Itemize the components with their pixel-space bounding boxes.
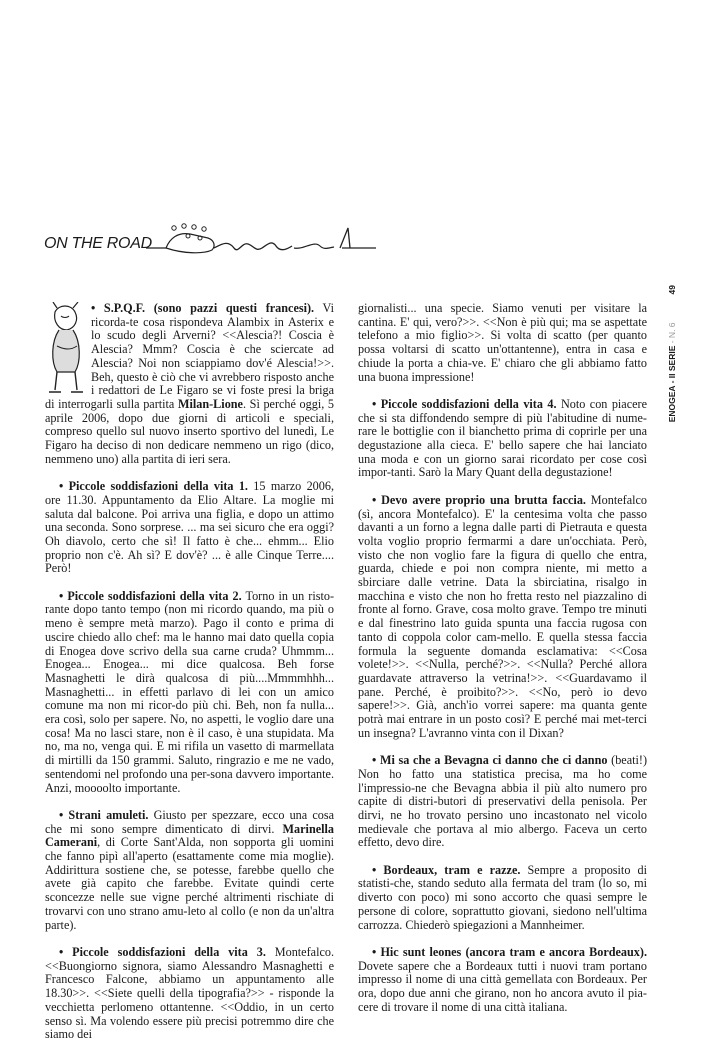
article-paragraph: • S.P.Q.F. (sono pazzi questi francesi). Vi ricorda-te cosa rispondeva Alambix in Asterix e lo scudo degli Arverni? <<Alescia?! Coscia è Alescia? Mmm? Coscia è che sciercate ad Alescia? Noi non sciappiamo dov'é Alescia!>>. Beh, questo è ciò che vi avrebbero risposto anche i redattori de Le Figaro se vi foste presi la briga di interrogarli sulla partita Milan-Lione. Sì perché oggi, 5 aprile 2006, dopo due giorni di articoli e speciali, compreso quello sul nuovo inserto sportivo del lunedì, Le Figaro ha deciso di non dedicare nemmeno un rigo (dico, nemmeno uno) alla partita di ieri sera. (45, 301, 334, 466)
caricature-icon (45, 302, 85, 394)
article-paragraph: • Piccole soddisfazioni della vita 1. 15 marzo 2006, ore 11.30. Appuntamento da Elio Altare. La moglie mi saluta dal balcone. Poi arriva una figlia, e dopo un attimo una seconda. Sono sorprese. ... ma sei sicuro che era oggi? Oh diavolo, certo che sì! Il fatto è che... ehmm... Elio proprio non c'è. Ah sì? E dov'è? ... è alle Cinque Terre.... Però! (45, 479, 335, 576)
sidebar-text (667, 285, 677, 505)
article-paragraph: giornalisti... una specie. Siamo venuti per visitare la cantina. E' qui, vero?>>. <<Non è più qui; ma se aspettate telefono a mio figlio>>. Si volta di scatto (per quanto possa voltarsi di scatto un'ottantenne), entra in casa e chiude la porta a chia-ve. E' chiaro che gli abbiamo fatto una buona impressione! (358, 301, 647, 384)
article-paragraph: • Hic sunt leones (ancora tram e ancora Bordeaux). Dovete sapere che a Bordeaux tutti i nuovi tram portano impresso il nome di una città gemellata con Bordeaux. Per ora, dopo due anni che girano, non ho ancora avuto il pia-cere di trovare il nome di una città italiana. (358, 944, 647, 1014)
article-paragraph: • Piccole soddisfazioni della vita 4. Noto con piacere che si sta diffondendo sempre di più l'abitudine di nume-rare le bottiglie con il bianchetto prima di coprirle per una degustazione alla cieca. E' bello sapere che hai lanciato una moda e con un giorno sarai ricordato per cose così impor-tanti. Sarò la Mary Quant della degustazione! (358, 396, 648, 480)
issue-number: - N. 6 (667, 322, 677, 346)
section-header (44, 218, 344, 262)
left-column (45, 302, 334, 1056)
article-paragraph: • Devo avere proprio una brutta faccia. Montefalco (sì, ancora Montefalco). E' la centesima volta che passo davanti a un forno a legna dalle parti di Pietrauta e questa volta voglio proprio fermarmi a dare un'occhiata. Però, visto che non voglio fare la figura di quello che entra, guarda, chiede e poi non compra niente, mi metto a sbirciare dalle vetrine. Data la sbirciatina, risalgo in macchina e visto che non ho fretta resto nel piazzalino di fronte al forno. Grave, cosa molto grave. Tempo tre minuti e dal finestrino lato guida spunta una faccia rugosa con tanto di coppola color cam-mello. E quella stessa faccia formula la seguente domanda esclamativa: <<Cosa volete!>>. <<Nulla, perché?>>. <<Nulla? Perché allora guardavate attraverso la vetrina!>>. <<Guardavamo il pane. Perché, è proibito?>>. <<No, però io devo sapere!>>. Già, anch'io vorrei sapere: ma quanta gente potrà mai entrare in un posto così? E perché mai met-terci un insegna? L'avranno vinta con il Dixan? (358, 492, 647, 740)
article-paragraph: • Mi sa che a Bevagna ci danno che ci danno (beati!) Non ho fatto una statistica precisa, ma ho come l'impressio-ne che Bevagna abbia il più alto numero pro capite di distri-butori di preservativi della penisola. Per dirvi, ne ho trovato persino uno incastonato nel vicolo medievale che portava al mio albergo. Faceva un certo effetto, devo dire. (358, 753, 647, 850)
article-paragraph: • Strani amuleti. Giusto per spezzare, ecco una cosa che mi sono sempre dimenticato di dirvi. Marinella Camerani, di Corte Sant'Alda, non sopporta gli uomini che fanno pipì all'aperto (esattamente come mia moglie). Addirittura sostiene che, se potesse, farebbe quello che avete già capito che farebbe. Evitate quindi certe sconcezze nelle sue vigne perché altrimenti rischiate di trovarvi con uno strano amu-leto al collo (e non da un'altra parte). (45, 807, 334, 932)
article-paragraph: • Piccole soddisfazioni della vita 2. Torno in un risto-rante dopo tanto tempo (non mi ricordo quando, ma più o meno è sempre metà marzo). Pago il conto e prima di uscire chiedo allo chef: ma le hanno mai dato quella copia di Enogea dove scrivo della sua carne cruda? Uhmmm... Enogea... Enogea... mi dice qualcosa. Beh forse Masnaghetti le dirà qualcosa di più....Mmmmhhh... Masnaghetti... in effetti parlavo di lei con un amico comune ma non mi ricor-do più chi. Beh, non fa nulla... era così, solo per sapere. No, no aspetti, le voglio dare una cosa! Ma no lasci stare, non è il caso, è una stupidata. Ma no, ma no, venga qui. E mi rifila un vasetto di marmellata di mirtilli da 150 grammi. Saluto, ringrazio e me ne vado, sentendomi nel profondo una per-sona davvero importante. Anzi, moooolto importante. (45, 588, 334, 795)
page-number: 49 (667, 285, 677, 295)
page-sidebar (662, 285, 682, 520)
magazine-series: ENOGEA - II SERIE (667, 345, 677, 423)
right-column (358, 302, 647, 1028)
road-doodle-icon (144, 218, 384, 262)
article-paragraph: • Bordeaux, tram e razze. Sempre a proposito di statisti-che, stando seduto alla fermata del tram (lo so, mi diverto con poco) mi sono accorto che quasi sempre le persone di colore, soprattutto giovani, siedono nell'ultima carrozza. Chiederò spiegazioni a Mannheimer. (358, 862, 647, 932)
section-title: ON THE ROAD (44, 235, 152, 252)
article-paragraph: • Piccole soddisfazioni della vita 3. Montefalco. <<Buongiorno signora, siamo Alessandro Masnaghetti e Francesco Falcone, abbiamo un appuntamento alle 18.30>>. <<Siete quelli della tipografia?>> - risponde la vecchietta perlomeno ottantenne. <<Oddio, in un certo senso sì. Ma volendo essere più precisi potremmo dire che siamo dei (45, 944, 334, 1042)
